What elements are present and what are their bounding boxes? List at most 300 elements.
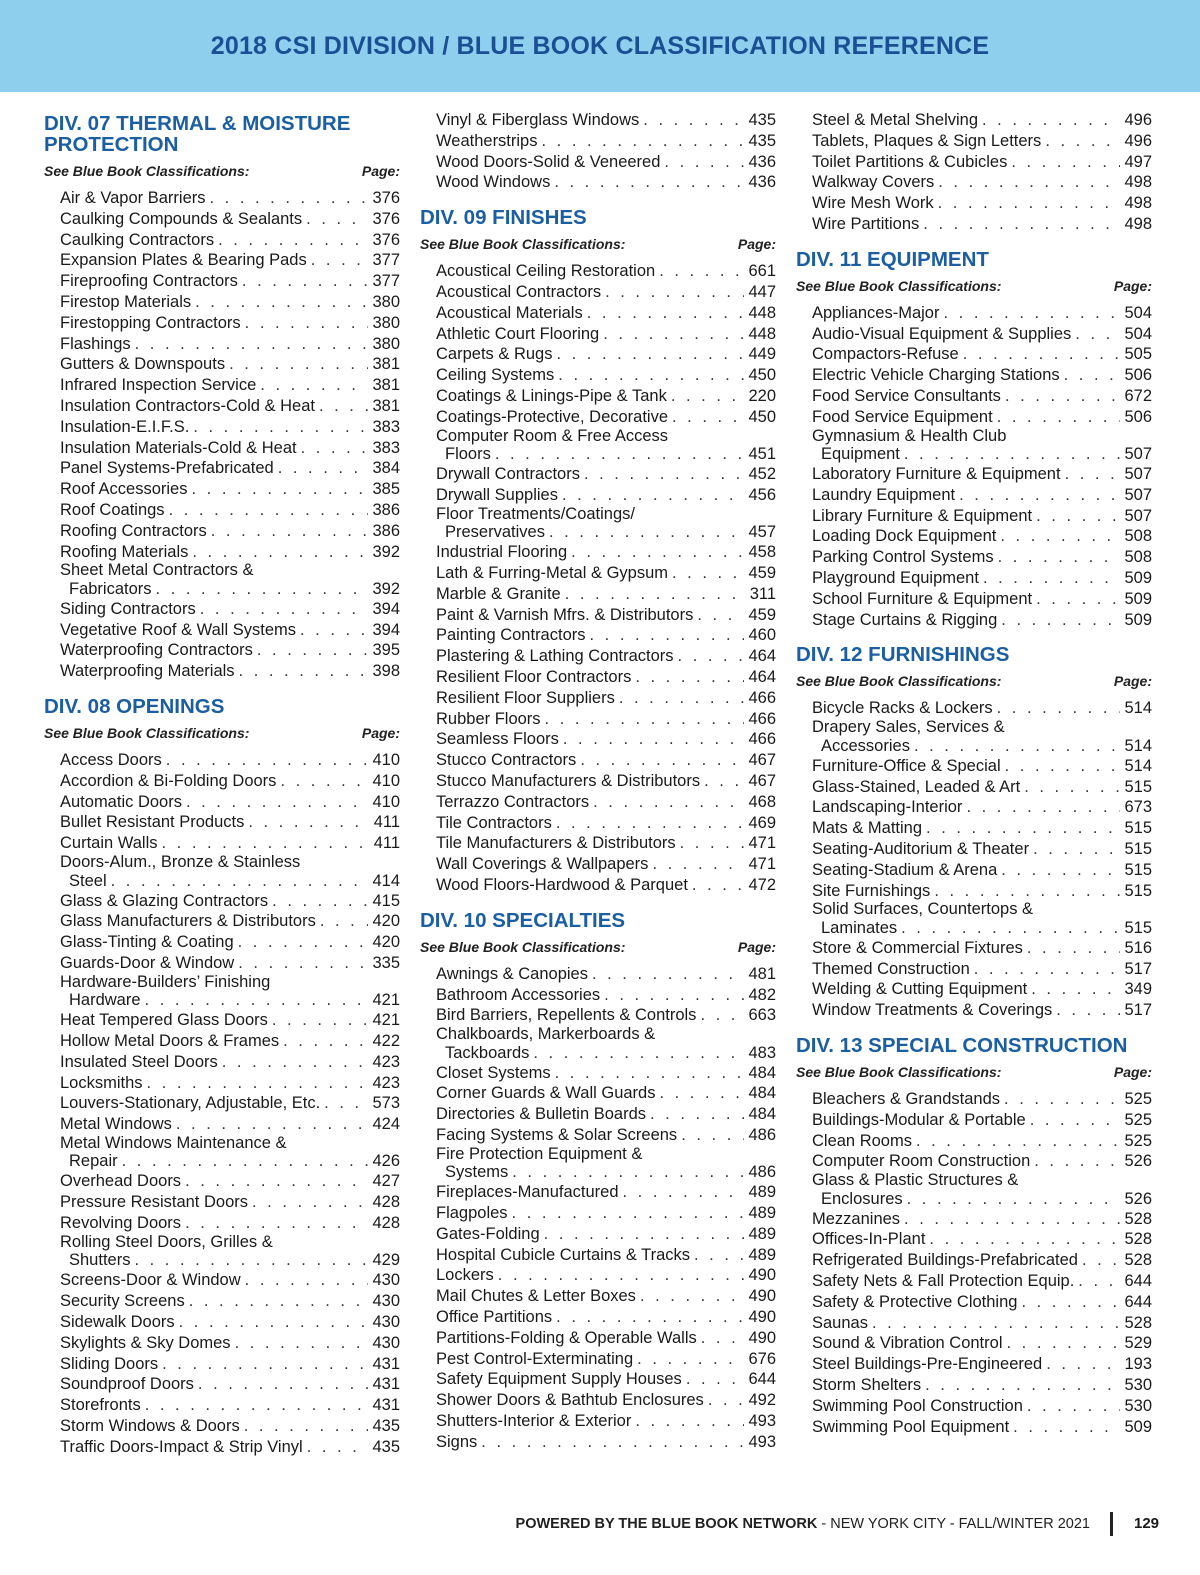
page-number-ref: 427: [372, 1172, 400, 1191]
dot-leader: [584, 464, 745, 485]
classification-name: Wood Floors-Hardwood & Parquet: [436, 875, 688, 894]
classification-entry: [44, 1114, 400, 1135]
page-number-ref: 482: [748, 985, 776, 1004]
classification-entry: [44, 271, 400, 292]
page-number-ref: 661: [748, 262, 776, 281]
dot-leader: [319, 396, 369, 417]
classification-entry: [44, 854, 400, 891]
classification-continuation: [60, 1251, 400, 1270]
classification-name: Lath & Furring-Metal & Gypsum: [436, 563, 668, 582]
classification-name: Resilient Floor Contractors: [436, 667, 632, 686]
dot-leader: [283, 1031, 368, 1052]
dot-leader: [680, 833, 745, 854]
classification-name: Laundry Equipment: [812, 485, 956, 504]
classification-entry: [796, 818, 1152, 839]
classification-name: Seating-Auditorium & Theater: [812, 839, 1030, 858]
classification-entry: [44, 1234, 400, 1271]
division-heading: DIV. 11 EQUIPMENT: [796, 247, 989, 271]
dot-leader: [604, 985, 744, 1006]
classification-entry: [44, 1374, 400, 1395]
page-number-ref: 525: [1124, 1110, 1152, 1129]
page-number-ref: 468: [748, 792, 776, 811]
see-classifications-label: See Blue Book Classifications:: [796, 277, 1002, 294]
classification-name: Metal Windows Maintenance &: [60, 1133, 287, 1152]
dot-leader: [156, 580, 369, 599]
dot-leader: [222, 1052, 369, 1073]
classification-name: Buildings-Modular & Portable: [812, 1110, 1026, 1129]
classification-entry: [44, 375, 400, 396]
classification-entry: [796, 719, 1152, 756]
classification-entry: [44, 521, 400, 542]
classification-entry: [420, 1390, 776, 1411]
page-number-ref: 481: [748, 964, 776, 983]
classification-name: Coatings & Linings-Pipe & Tank: [436, 386, 667, 405]
classification-entry: [796, 610, 1152, 631]
classification-entry: [420, 485, 776, 506]
dot-leader: [169, 500, 369, 521]
page-number-ref: 421: [372, 991, 400, 1010]
dot-leader: [111, 872, 369, 891]
classification-name: Solid Surfaces, Countertops &: [812, 900, 1034, 919]
page-number-ref: 431: [372, 1396, 400, 1415]
classification-entry: [44, 620, 400, 641]
classification-entry: [44, 891, 400, 912]
classification-entry: [420, 792, 776, 813]
page-number-ref: 508: [1124, 527, 1152, 546]
see-classifications-label: See Blue Book Classifications:: [420, 938, 626, 955]
classification-entry: [44, 792, 400, 813]
classification-entry: [796, 386, 1152, 407]
dot-leader: [1013, 1417, 1120, 1438]
page-number-ref: 471: [748, 834, 776, 853]
page-number-ref: 449: [748, 345, 776, 364]
classification-name: Weatherstrips: [436, 131, 538, 150]
page-number-ref: 530: [1124, 1376, 1152, 1395]
classification-name: Siding Contractors: [60, 599, 196, 618]
dot-leader: [134, 1251, 368, 1270]
classification-continuation: [436, 1163, 776, 1182]
classification-name: Sliding Doors: [60, 1354, 159, 1373]
dot-leader: [1034, 1151, 1120, 1172]
dot-leader: [659, 261, 744, 282]
classification-name: Hardware-Builders’ Finishing: [60, 972, 271, 991]
classification-entry: [420, 386, 776, 407]
see-classifications-label: See Blue Book Classifications:: [796, 1064, 1002, 1080]
classification-entry: [420, 407, 776, 428]
classification-entry: [420, 625, 776, 646]
classification-name: Pest Control-Exterminating: [436, 1349, 634, 1368]
page-number-ref: 515: [1124, 819, 1152, 838]
classification-entry: [420, 261, 776, 282]
classification-name: Carpets & Rugs: [436, 345, 553, 364]
page-number-ref: 435: [372, 1416, 400, 1435]
page-number-ref: 450: [748, 366, 776, 385]
dot-leader: [708, 1390, 745, 1411]
page-number-ref: 411: [373, 813, 400, 832]
dot-leader: [672, 407, 744, 428]
dot-leader: [186, 792, 369, 813]
classification-continuation: [436, 523, 776, 542]
dot-leader: [963, 344, 1121, 365]
classification-name: Bleachers & Grandstands: [812, 1090, 1001, 1108]
classification-entry: [796, 303, 1152, 324]
classification-name: Office Partitions: [436, 1308, 553, 1327]
page-number-ref: 490: [748, 1328, 776, 1347]
dot-leader: [623, 1182, 745, 1203]
classification-entry: [420, 1083, 776, 1104]
classification-name: Compactors-Refuse: [812, 345, 959, 364]
classification-entry: [420, 131, 776, 152]
classification-name: Air & Vapor Barriers: [60, 189, 206, 207]
page-number-ref: 435: [372, 1437, 400, 1456]
classification-entry: [796, 485, 1152, 506]
classification-entry: [44, 771, 400, 792]
page-number-ref: 381: [372, 355, 400, 374]
classification-name: Loading Dock Equipment: [812, 527, 997, 546]
classification-subheading: [796, 1064, 1152, 1084]
classification-entry: [44, 1270, 400, 1291]
classification-name: Library Furniture & Equipment: [812, 506, 1033, 525]
classification-name: Glass-Tinting & Coating: [60, 933, 234, 952]
classification-name: Roofing Materials: [60, 542, 189, 561]
dot-leader: [593, 792, 744, 813]
dot-leader: [907, 1190, 1121, 1209]
dot-leader: [556, 1307, 744, 1328]
classification-entry: [44, 1010, 400, 1031]
classification-entry: [796, 131, 1152, 152]
page-number-ref: 490: [748, 1266, 776, 1285]
classification-subheading: [796, 673, 1152, 693]
page-number-ref: 486: [748, 1125, 776, 1144]
classification-entry: [796, 959, 1152, 980]
classification-name: Doors-Alum., Bronze & Stainless: [60, 853, 301, 872]
classification-name: Caulking Compounds & Sealants: [60, 209, 303, 228]
classification-name: Metal Windows: [60, 1115, 172, 1134]
classification-entry: [796, 568, 1152, 589]
classification-entry: [44, 833, 400, 854]
classification-entry: [796, 1271, 1152, 1292]
page-number-ref: 489: [748, 1245, 776, 1264]
page-number-ref: 486: [748, 1163, 776, 1182]
dot-leader: [195, 292, 368, 313]
page-number-ref: 515: [1124, 918, 1152, 937]
classification-entry: [796, 1396, 1152, 1417]
page-number-ref: 507: [1124, 506, 1152, 525]
dot-leader: [704, 771, 744, 792]
dot-leader: [997, 407, 1121, 428]
classification-name: Locksmiths: [60, 1073, 143, 1092]
dot-leader: [643, 110, 744, 131]
page-column-label: Page:: [1113, 1064, 1152, 1080]
page-number-ref: 436: [748, 152, 776, 171]
classification-entry: [420, 1411, 776, 1432]
classification-name: Facing Systems & Solar Screens: [436, 1125, 678, 1144]
page-number-ref: 528: [1124, 1251, 1152, 1270]
dot-leader: [590, 625, 745, 646]
classification-entry: [796, 938, 1152, 959]
dot-leader: [1046, 1354, 1120, 1375]
classification-name: Partitions-Folding & Operable Walls: [436, 1328, 697, 1347]
classification-entry: [420, 688, 776, 709]
classification-entry: [420, 875, 776, 896]
classification-entry: [44, 599, 400, 620]
page-number-ref: 507: [1124, 485, 1152, 504]
dot-leader: [185, 1171, 368, 1192]
dot-leader: [235, 1333, 369, 1354]
dot-leader: [135, 334, 369, 355]
classification-entry: [420, 344, 776, 365]
page-number-ref: 383: [372, 417, 400, 436]
classification-name: School Furniture & Equipment: [812, 589, 1033, 608]
page-number-ref: 458: [748, 543, 776, 562]
dot-leader: [934, 881, 1120, 902]
classification-name: Acoustical Ceiling Restoration: [436, 262, 656, 281]
page-number-ref: 428: [372, 1193, 400, 1212]
classification-entry: [420, 709, 776, 730]
dot-leader: [512, 1203, 745, 1224]
classification-name: Caulking Contractors: [60, 230, 215, 249]
division-heading: DIV. 13 SPECIAL CONSTRUCTION: [796, 1034, 1128, 1057]
dot-leader: [248, 812, 369, 833]
dot-leader: [925, 1375, 1120, 1396]
classification-name: Shower Doors & Bathtub Enclosures: [436, 1391, 704, 1410]
page-number-ref: 383: [372, 438, 400, 457]
page-number-ref: 509: [1124, 589, 1152, 608]
dot-leader: [512, 1163, 744, 1182]
classification-entry: [420, 1125, 776, 1146]
dot-leader: [311, 250, 369, 271]
page-title: 2018 CSI DIVISION / BLUE BOOK CLASSIFICATION REFERENCE: [210, 32, 990, 60]
classification-name: Roof Coatings: [60, 500, 165, 519]
page-number-ref: 515: [1124, 777, 1152, 796]
classification-name: Gymnasium & Health Club: [812, 426, 1007, 445]
classification-name: Industrial Flooring: [436, 543, 568, 562]
classification-entry: [796, 698, 1152, 719]
classification-entry: [44, 812, 400, 833]
classification-name: Firestopping Contractors: [60, 313, 241, 332]
classification-name: Furniture-Office & Special: [812, 756, 1001, 775]
page-number-ref: 430: [372, 1333, 400, 1352]
page-number-ref: 384: [372, 459, 400, 478]
classification-entry: [44, 334, 400, 355]
classification-name: Panel Systems-Prefabricated: [60, 459, 274, 478]
page-number-ref: 435: [748, 131, 776, 150]
page-number-ref: 514: [1124, 699, 1152, 718]
dot-leader: [929, 1229, 1120, 1250]
classification-continuation: [436, 1044, 776, 1063]
classification-name: Automatic Doors: [60, 792, 182, 811]
classification-entry: [420, 667, 776, 688]
classification-continuation: [812, 737, 1152, 756]
classification-name: Traffic Doors-Impact & Strip Vinyl: [60, 1437, 303, 1456]
classification-name: Computer Room & Free Access: [436, 426, 668, 445]
classification-name: Shutters-Interior & Exterior: [436, 1412, 632, 1431]
page-number-ref: 420: [372, 912, 400, 931]
dot-leader: [229, 354, 368, 375]
classification-name: Athletic Court Flooring: [436, 324, 600, 343]
classification-name: Wood Doors-Solid & Veneered: [436, 152, 661, 171]
page-number-ref: 673: [1124, 798, 1152, 817]
classification-name-cont: Steel: [69, 871, 107, 890]
page-number-ref: 498: [1124, 214, 1152, 233]
dot-leader: [926, 818, 1120, 839]
classification-name: Mezzanines: [812, 1209, 901, 1228]
dot-leader: [997, 698, 1121, 719]
classification-entry: [44, 1395, 400, 1416]
classification-name: Refrigerated Buildings-Prefabricated: [812, 1251, 1078, 1270]
classification-name: Wire Partitions: [812, 214, 920, 233]
dot-leader: [974, 959, 1121, 980]
page-number-ref: 644: [748, 1370, 776, 1389]
dot-leader: [1006, 1333, 1120, 1354]
column-1: [44, 110, 400, 1458]
dot-leader: [671, 386, 745, 407]
classification-entry: [796, 110, 1152, 131]
page-number-ref: 515: [1124, 881, 1152, 900]
classification-continuation: [812, 445, 1152, 464]
classification-name: Bathroom Accessories: [436, 985, 601, 1004]
dot-leader: [495, 445, 745, 464]
page-number-ref: 381: [372, 376, 400, 395]
classification-name: Swimming Pool Equipment: [812, 1417, 1010, 1436]
dot-leader: [278, 458, 369, 479]
classification-entry: [420, 324, 776, 345]
page-number-ref: 193: [1124, 1355, 1152, 1374]
page-number-ref: 380: [372, 334, 400, 353]
dot-leader: [983, 568, 1121, 589]
classification-entry: [420, 563, 776, 584]
classification-entry: [44, 1333, 400, 1354]
classification-name: Resilient Floor Suppliers: [436, 688, 615, 707]
classification-entry: [796, 860, 1152, 881]
page-number-ref: 464: [748, 667, 776, 686]
page-column-label: Page:: [1113, 673, 1152, 690]
dot-leader: [701, 1328, 745, 1349]
dot-leader: [982, 110, 1120, 131]
dot-leader: [200, 599, 369, 620]
classification-name: Offices-In-Plant: [812, 1230, 926, 1249]
dot-leader: [1001, 610, 1120, 631]
dot-leader: [1005, 386, 1121, 407]
dot-leader: [650, 1104, 744, 1125]
classification-name: Sheet Metal Contractors &: [60, 561, 254, 580]
classification-name: Drapery Sales, Services &: [812, 718, 1005, 737]
classification-entry: [44, 438, 400, 459]
classification-name: Vinyl & Fiberglass Windows: [436, 111, 640, 129]
page-number-ref: 516: [1124, 938, 1152, 957]
page-number-ref: 471: [748, 855, 776, 874]
dot-leader: [619, 688, 745, 709]
classification-entry: [420, 1328, 776, 1349]
dot-leader: [558, 365, 744, 386]
dot-leader: [1004, 1089, 1120, 1110]
dot-leader: [280, 771, 368, 792]
page-number-ref: 525: [1124, 1090, 1152, 1108]
classification-name: Revolving Doors: [60, 1214, 182, 1233]
classification-entry: [44, 354, 400, 375]
classification-entry: [420, 854, 776, 875]
page-number-ref: 335: [372, 953, 400, 972]
classification-entry: [420, 365, 776, 386]
dot-leader: [1064, 365, 1121, 386]
page-number-ref: 506: [1124, 407, 1152, 426]
classification-name-cont: Equipment: [821, 445, 900, 464]
page-number-ref: 420: [372, 933, 400, 952]
page-number-ref: 483: [748, 1043, 776, 1062]
classification-name: Roof Accessories: [60, 480, 188, 499]
classification-continuation: [60, 580, 400, 599]
classification-name: Electric Vehicle Charging Stations: [812, 366, 1060, 385]
dot-leader: [562, 485, 745, 506]
classification-name: Corner Guards & Wall Guards: [436, 1084, 656, 1103]
classification-name-cont: Systems: [445, 1163, 509, 1182]
classification-entry: [420, 1245, 776, 1266]
dot-leader: [652, 854, 744, 875]
page-number-ref: 381: [372, 396, 400, 415]
page-number-ref: 498: [1124, 173, 1152, 192]
classification-entry: [796, 1110, 1152, 1131]
dot-leader: [554, 172, 744, 193]
classification-name: Parking Control Systems: [812, 548, 994, 567]
page-number-ref: 459: [748, 563, 776, 582]
classification-entry: [44, 209, 400, 230]
page-number-ref: 507: [1124, 445, 1152, 464]
dot-leader: [1030, 1110, 1121, 1131]
dot-leader: [272, 1010, 369, 1031]
classification-name: Screens-Door & Window: [60, 1271, 241, 1290]
page-number: 129: [1134, 1515, 1160, 1532]
division-heading: DIV. 12 FURNISHINGS: [796, 643, 1010, 667]
classification-subheading: [420, 939, 776, 959]
classification-entry: [44, 640, 400, 661]
classification-entry: [796, 193, 1152, 214]
classification-entry: [44, 1093, 400, 1114]
page-number-ref: 426: [372, 1152, 400, 1171]
classification-name: Acoustical Contractors: [436, 282, 602, 301]
classification-name: Marble & Granite: [436, 584, 561, 603]
dot-leader: [904, 445, 1121, 464]
dot-leader: [260, 375, 368, 396]
classification-name: Mail Chutes & Letter Boxes: [436, 1287, 636, 1306]
classification-continuation: [436, 445, 776, 464]
page-number-ref: 220: [748, 386, 776, 405]
classification-name: Tablets, Plaques & Sign Letters: [812, 131, 1042, 150]
classification-name: Insulation-E.I.F.S.: [60, 417, 190, 436]
classification-name: Lockers: [436, 1266, 494, 1285]
classification-entry: [44, 1416, 400, 1437]
page-number-ref: 528: [1124, 1313, 1152, 1332]
page-number-ref: 430: [372, 1271, 400, 1290]
classification-name: Storm Windows & Doors: [60, 1416, 240, 1435]
page-number-ref: 507: [1124, 465, 1152, 484]
classification-name: Storm Shelters: [812, 1376, 922, 1395]
page-number-ref: 410: [372, 771, 400, 790]
classification-name: Wood Windows: [436, 173, 551, 192]
column-3: [796, 110, 1152, 1437]
dot-leader: [1021, 1292, 1120, 1313]
classification-continuation: [60, 872, 400, 891]
classification-entry: [44, 1354, 400, 1375]
page-number-ref: 435: [748, 111, 776, 129]
classification-name: Rolling Steel Doors, Grilles &: [60, 1232, 273, 1251]
dot-leader: [914, 737, 1121, 756]
classification-name: Infrared Inspection Service: [60, 376, 257, 395]
classification-subheading: [44, 725, 400, 745]
page-number-ref: 498: [1124, 194, 1152, 213]
footer-divider: [1110, 1512, 1113, 1536]
dot-leader: [1000, 526, 1120, 547]
page-number-ref: 467: [748, 751, 776, 770]
